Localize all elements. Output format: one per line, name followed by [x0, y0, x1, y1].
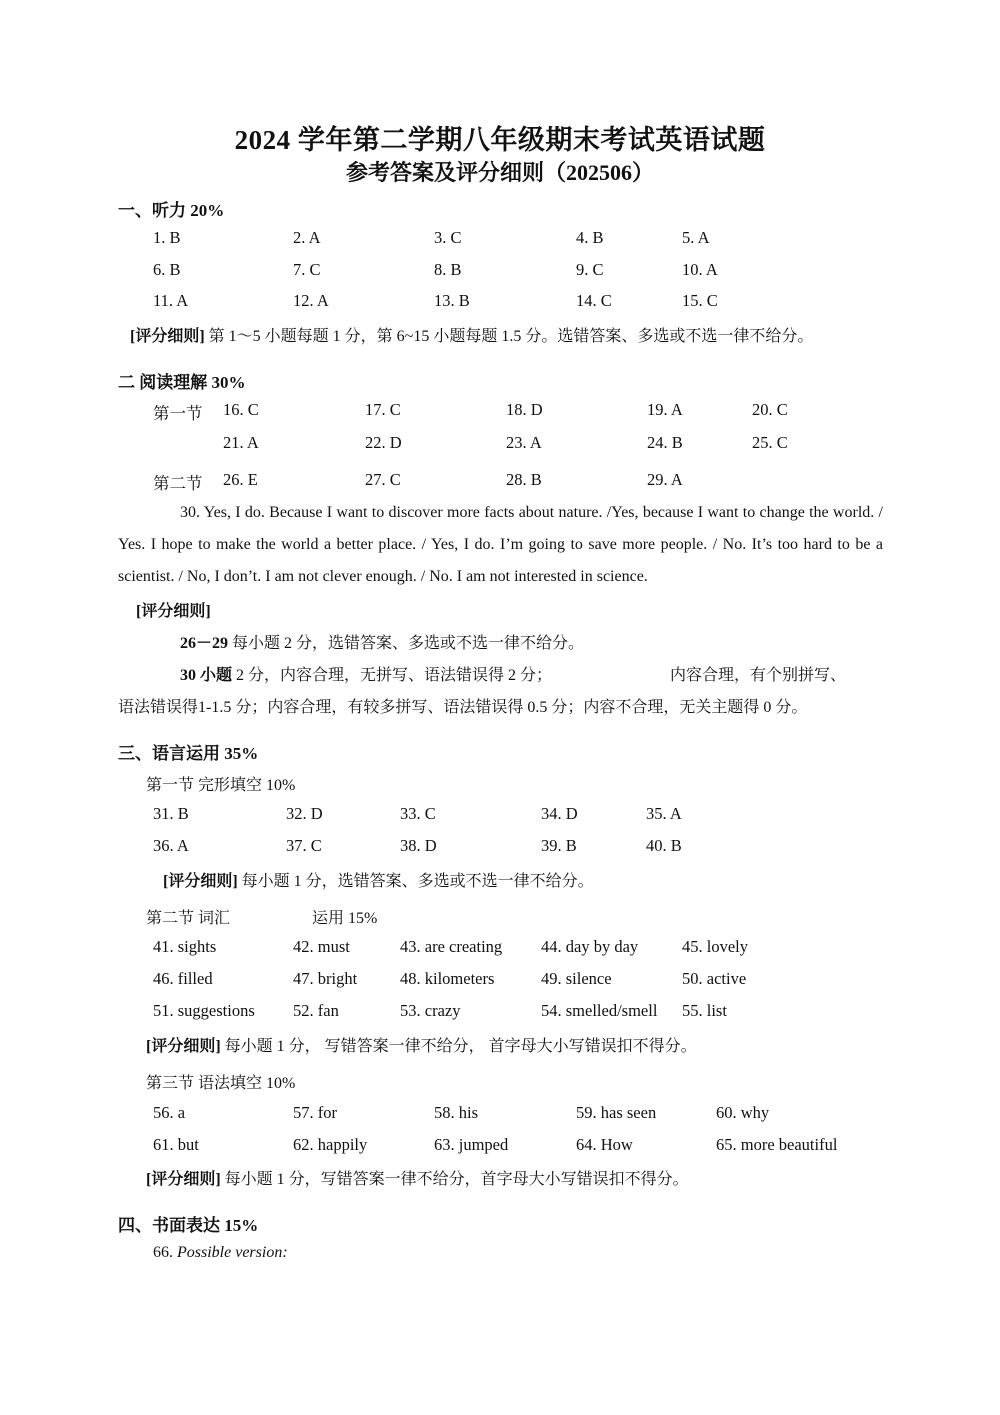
answer-item: 48. kilometers	[400, 969, 495, 988]
vocab-row-1	[0, 937, 1000, 961]
answer-item: 20. C	[752, 400, 788, 419]
answer-item: 15. C	[682, 291, 718, 310]
answer-item: 6. B	[153, 260, 181, 279]
document-subtitle: 参考答案及评分细则（202506）	[345, 160, 654, 185]
answer-item: 16. C	[223, 400, 259, 419]
answer-item: 3. C	[434, 228, 462, 247]
reading-part1-row-2	[0, 433, 1000, 457]
answer-item: 57. for	[293, 1103, 337, 1122]
cloze-part-title: 第一节 完形填空 10%	[146, 777, 296, 794]
answer-item: 36. A	[153, 836, 189, 855]
answer-item: 14. C	[576, 291, 612, 310]
rule-range: 26－29	[180, 635, 229, 652]
cloze-row-1	[0, 804, 1000, 828]
answer-item: 22. D	[365, 433, 402, 452]
grammar-row-2	[0, 1135, 1000, 1159]
answer-item: 34. D	[541, 804, 578, 823]
answer-item: 1. B	[153, 228, 181, 247]
part-label: 第一节	[153, 404, 203, 423]
answer-item: 28. B	[506, 470, 542, 489]
rule-range: 30 小题	[180, 667, 233, 684]
q66-sample-label	[153, 1244, 288, 1262]
answer-item: 5. A	[682, 228, 710, 247]
answer-item: 37. C	[286, 836, 322, 855]
answer-item: 12. A	[293, 291, 329, 310]
cloze-row-2	[0, 836, 1000, 860]
answer-item: 54. smelled/smell	[541, 1001, 658, 1020]
answer-item: 17. C	[365, 400, 401, 419]
reading-scoring-rule-1	[180, 630, 584, 653]
answer-item: 61. but	[153, 1135, 199, 1154]
vocab-part-title: 第二节 词汇	[146, 910, 231, 927]
answer-item: 19. A	[647, 400, 683, 419]
answer-item: 4. B	[576, 228, 604, 247]
listening-row-3	[0, 291, 1000, 315]
possible-version-label: Possible version:	[177, 1244, 288, 1261]
answer-item: 13. B	[434, 291, 470, 310]
listening-row-2	[0, 260, 1000, 284]
answer-item: 38. D	[400, 836, 437, 855]
answer-item: 58. his	[434, 1103, 479, 1122]
answer-item: 55. list	[682, 1001, 727, 1020]
answer-item: 46. filled	[153, 969, 213, 988]
vocab-part-title-cont: 运用 15%	[312, 910, 378, 927]
answer-item: 45. lovely	[682, 937, 748, 956]
section-writing-heading: 四、书面表达 15%	[118, 1216, 259, 1235]
answer-item: 39. B	[541, 836, 577, 855]
vocab-row-2	[0, 969, 1000, 993]
scoring-rule-text: 每小题 1 分， 写错答案一律不给分， 首字母大小写错误扣不得分。	[220, 1038, 697, 1055]
answer-item: 49. silence	[541, 969, 612, 988]
reading-scoring-rule-2	[180, 662, 552, 685]
answer-item: 51. suggestions	[153, 1001, 255, 1020]
scoring-rule-text: 每小题 1 分，选错答案、多选或不选一律不给分。	[237, 873, 594, 890]
section-language-heading: 三、语言运用 35%	[118, 744, 259, 763]
answer-item: 42. must	[293, 937, 350, 956]
answer-item: 21. A	[223, 433, 259, 452]
section-reading-heading: 二 阅读理解 30%	[118, 373, 246, 392]
answer-item: 29. A	[647, 470, 683, 489]
answer-item: 35. A	[646, 804, 682, 823]
answer-item: 9. C	[576, 260, 604, 279]
answer-item: 25. C	[752, 433, 788, 452]
answer-item: 47. bright	[293, 969, 358, 988]
scoring-rule-label: [评分细则]	[146, 1171, 221, 1188]
answer-item: 27. C	[365, 470, 401, 489]
answer-item: 33. C	[400, 804, 436, 823]
reading-part2-row	[0, 470, 1000, 494]
answer-item: 11. A	[153, 291, 189, 310]
vocab-row-3	[0, 1001, 1000, 1025]
section-listening-heading: 一、听力 20%	[118, 201, 225, 220]
reading-scoring-rule-label	[136, 598, 211, 621]
answer-item: 18. D	[506, 400, 543, 419]
answer-item: 62. happily	[293, 1135, 368, 1154]
answer-item: 7. C	[293, 260, 321, 279]
reading-scoring-rule-2-cont: 内容合理，有个别拼写、	[670, 667, 847, 684]
vocab-scoring-rule	[146, 1033, 697, 1056]
answer-item: 43. are creating	[400, 937, 503, 956]
answer-item: 64. How	[576, 1135, 633, 1154]
grammar-part-title: 第三节 语法填空 10%	[146, 1075, 296, 1092]
answer-item: 53. crazy	[400, 1001, 461, 1020]
answer-item: 2. A	[293, 228, 321, 247]
scoring-rule-label: [评分细则]	[146, 1038, 221, 1055]
answer-item: 50. active	[682, 969, 747, 988]
answer-item: 24. B	[647, 433, 683, 452]
answer-item: 41. sights	[153, 937, 217, 956]
grammar-scoring-rule	[146, 1166, 689, 1189]
question-number: 66.	[153, 1244, 177, 1261]
answer-item: 26. E	[223, 470, 258, 489]
answer-item: 44. day by day	[541, 937, 639, 956]
scoring-rule-text: 第 1～5 小题每题 1 分，第 6~15 小题每题 1.5 分。选错答案、多选或不选一律不给分。	[204, 328, 814, 345]
answer-item: 32. D	[286, 804, 323, 823]
grammar-row-1	[0, 1103, 1000, 1127]
answer-item: 56. a	[153, 1103, 186, 1122]
answer-item: 52. fan	[293, 1001, 339, 1020]
listening-row-1	[0, 228, 1000, 252]
reading-scoring-rule-2-line2: 语法错误得1-1.5 分；内容合理，有较多拼写、语法错误得 0.5 分；内容不合理，无关主题得 0 分。	[118, 699, 808, 716]
document-title: 2024 学年第二学期八年级期末考试英语试题	[234, 125, 766, 155]
answer-item: 60. why	[716, 1103, 770, 1122]
answer-item: 8. B	[434, 260, 462, 279]
scoring-rule-label: [评分细则]	[163, 873, 238, 890]
reading-part1-row-1	[0, 400, 1000, 424]
answer-item: 40. B	[646, 836, 682, 855]
answer-item: 63. jumped	[434, 1135, 509, 1154]
answer-item: 65. more beautiful	[716, 1135, 838, 1154]
scoring-rule-label: [评分细则]	[130, 328, 205, 345]
rule-text: 每小题 2 分，选错答案、多选或不选一律不给分。	[228, 635, 585, 652]
rule-text: 2 分，内容合理，无拼写、语法错误得 2 分；	[232, 667, 553, 684]
answer-item: 10. A	[682, 260, 718, 279]
part-label: 第二节	[153, 474, 203, 493]
answer-item: 59. has seen	[576, 1103, 657, 1122]
q30-sample-answer: 30. Yes, I do. Because I want to discover more facts about nature. /Yes, because I want to change the world. / Yes. I hope to make the world a better place. / Yes, I do. I’m going to save more people. / No. It’s too hard to be a scientist. / No, I don’t. I am not clever enough. / No. I am not interested in science.	[118, 504, 883, 585]
scoring-rule-text: 每小题 1 分，写错答案一律不给分，首字母大小写错误扣不得分。	[220, 1171, 689, 1188]
answer-item: 31. B	[153, 804, 189, 823]
scoring-rule-label: [评分细则]	[136, 603, 211, 620]
cloze-scoring-rule	[163, 868, 594, 891]
listening-scoring-rule	[130, 323, 813, 346]
answer-item: 23. A	[506, 433, 542, 452]
